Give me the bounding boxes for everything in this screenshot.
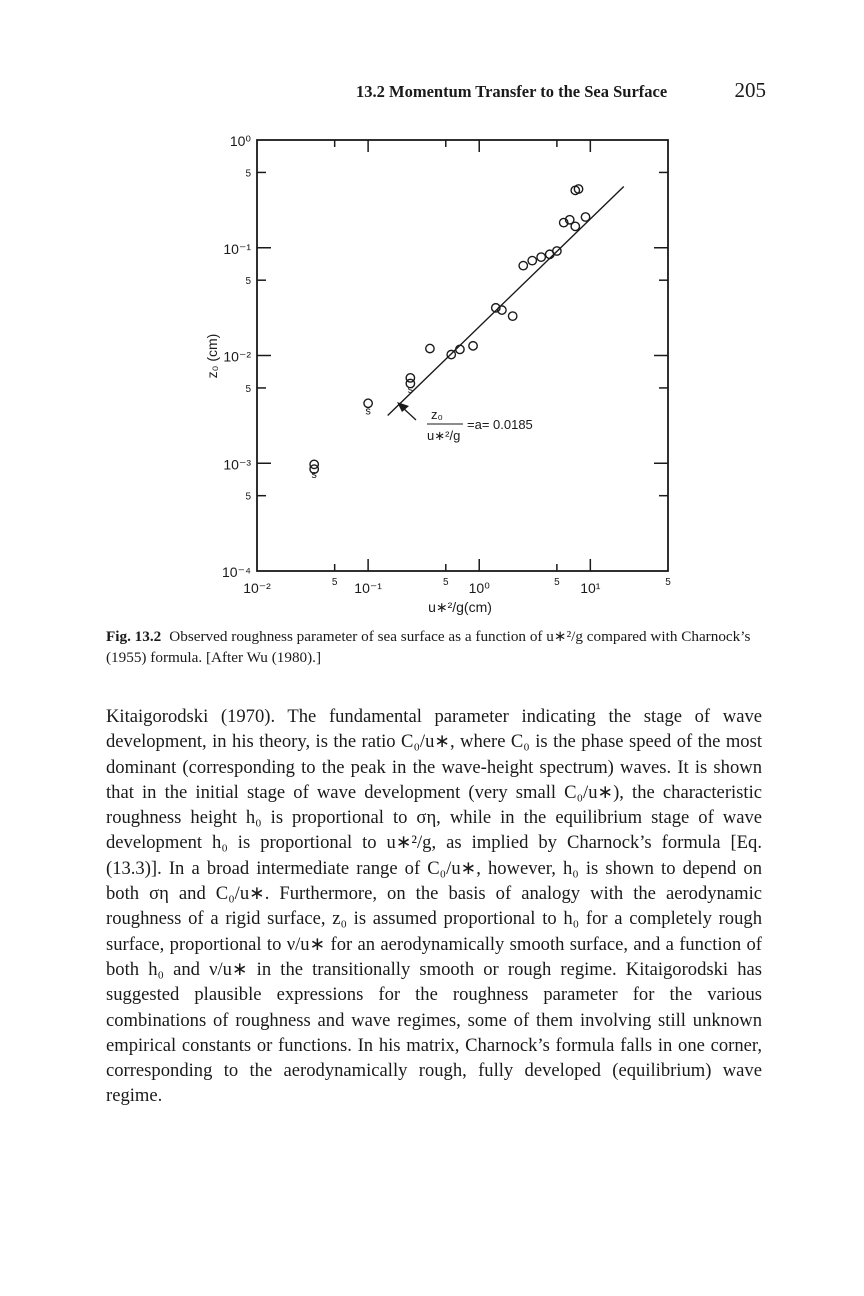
data-point xyxy=(469,342,477,350)
y-tick-label: 5 xyxy=(245,168,251,180)
y-tick-label: 10⁻⁴ xyxy=(222,564,251,580)
caption-text: Observed roughness parameter of sea surface as a function of u∗²/g compared with Charnock’s (1955) formula. [After Wu (1980).] xyxy=(106,628,751,666)
body-paragraph: Kitaigorodski (1970). The fundamental parameter indicating the stage of wave development, in his theory, is the ratio C₀/u∗, where C₀ is the phase speed of the most dominant (corresponding to the peak in the wave-height spectrum) waves. It is shown that in the initial stage of wave development (very small C₀/u∗), the characteristic roughness height h₀ is proportional to ση, while in the equilibrium stage of wave development h₀ is proportional to u∗²/g, as implied by Charnock’s formula [Eq. (13.3)]. In a broad intermediate range of C₀/u∗, however, h₀ is shown to depend on both ση and C₀/u∗. Furthermore, on the basis of analogy with the aerodynamic roughness of a rigid surface, z₀ is assumed proportional to h₀ for a completely rough surface, proportional to ν/u∗ for an aerodynamically smooth surface, and a function of both h₀ and ν/u∗ in the transitionally smooth or rough regime. Kitaigorodski has suggested plausible expressions for the roughness parameter for the various combinations of roughness and wave regimes, some of them involving still unknown empirical constants or functions. In his matrix, Charnock’s formula falls in one corner, corresponding to the aerodynamically rough, fully developed (equilibrium) wave regime. xyxy=(106,706,762,1107)
y-tick-label: 5 xyxy=(245,491,251,503)
tick-marks xyxy=(257,140,668,571)
roughness-chart xyxy=(0,0,864,625)
y-tick-label: 10⁰ xyxy=(229,133,251,149)
annotation-arrowhead xyxy=(397,402,409,412)
data-point-s: s xyxy=(311,468,317,481)
figure-caption xyxy=(106,626,762,668)
x-tick-label: 5 xyxy=(665,577,671,588)
fit-annotation-numerator: z₀ xyxy=(431,407,443,422)
x-tick-labels xyxy=(243,577,671,596)
x-tick-label: 10⁻¹ xyxy=(354,580,382,596)
y-axis-label: z₀ (cm) xyxy=(204,333,220,379)
y-tick-label: 10⁻¹ xyxy=(223,240,251,257)
data-point xyxy=(571,222,579,230)
data-point xyxy=(456,345,464,353)
fit-annotation-value: =a= 0.0185 xyxy=(467,417,533,432)
figure-label: Fig. 13.2 xyxy=(106,628,162,645)
data-point xyxy=(581,213,589,221)
y-tick-labels xyxy=(222,133,251,580)
data-point xyxy=(508,312,516,320)
y-tick-label: 5 xyxy=(245,276,251,288)
fit-annotation-denominator: u∗²/g xyxy=(427,428,461,443)
page-number: 205 xyxy=(734,78,766,102)
plot-frame xyxy=(257,140,668,571)
x-tick-label: 10⁻² xyxy=(243,580,271,596)
y-tick-label: 5 xyxy=(245,383,251,395)
data-point xyxy=(537,253,545,261)
x-tick-label: 5 xyxy=(442,577,449,588)
x-tick-label: 5 xyxy=(331,577,338,588)
x-tick-label: 10⁰ xyxy=(468,580,490,596)
data-point xyxy=(519,261,527,269)
data-point xyxy=(528,256,536,264)
x-axis-label: u∗²/g(cm) xyxy=(428,599,492,615)
y-tick-label: 10⁻³ xyxy=(223,456,251,473)
data-point-s: s xyxy=(407,383,414,396)
data-point-s: s xyxy=(365,405,371,418)
data-point xyxy=(426,344,434,352)
section-title: 13.2 Momentum Transfer to the Sea Surface xyxy=(356,82,668,101)
x-tick-label: 10¹ xyxy=(580,580,601,596)
x-tick-label: 5 xyxy=(554,577,560,588)
y-tick-label: 10⁻² xyxy=(223,348,251,365)
